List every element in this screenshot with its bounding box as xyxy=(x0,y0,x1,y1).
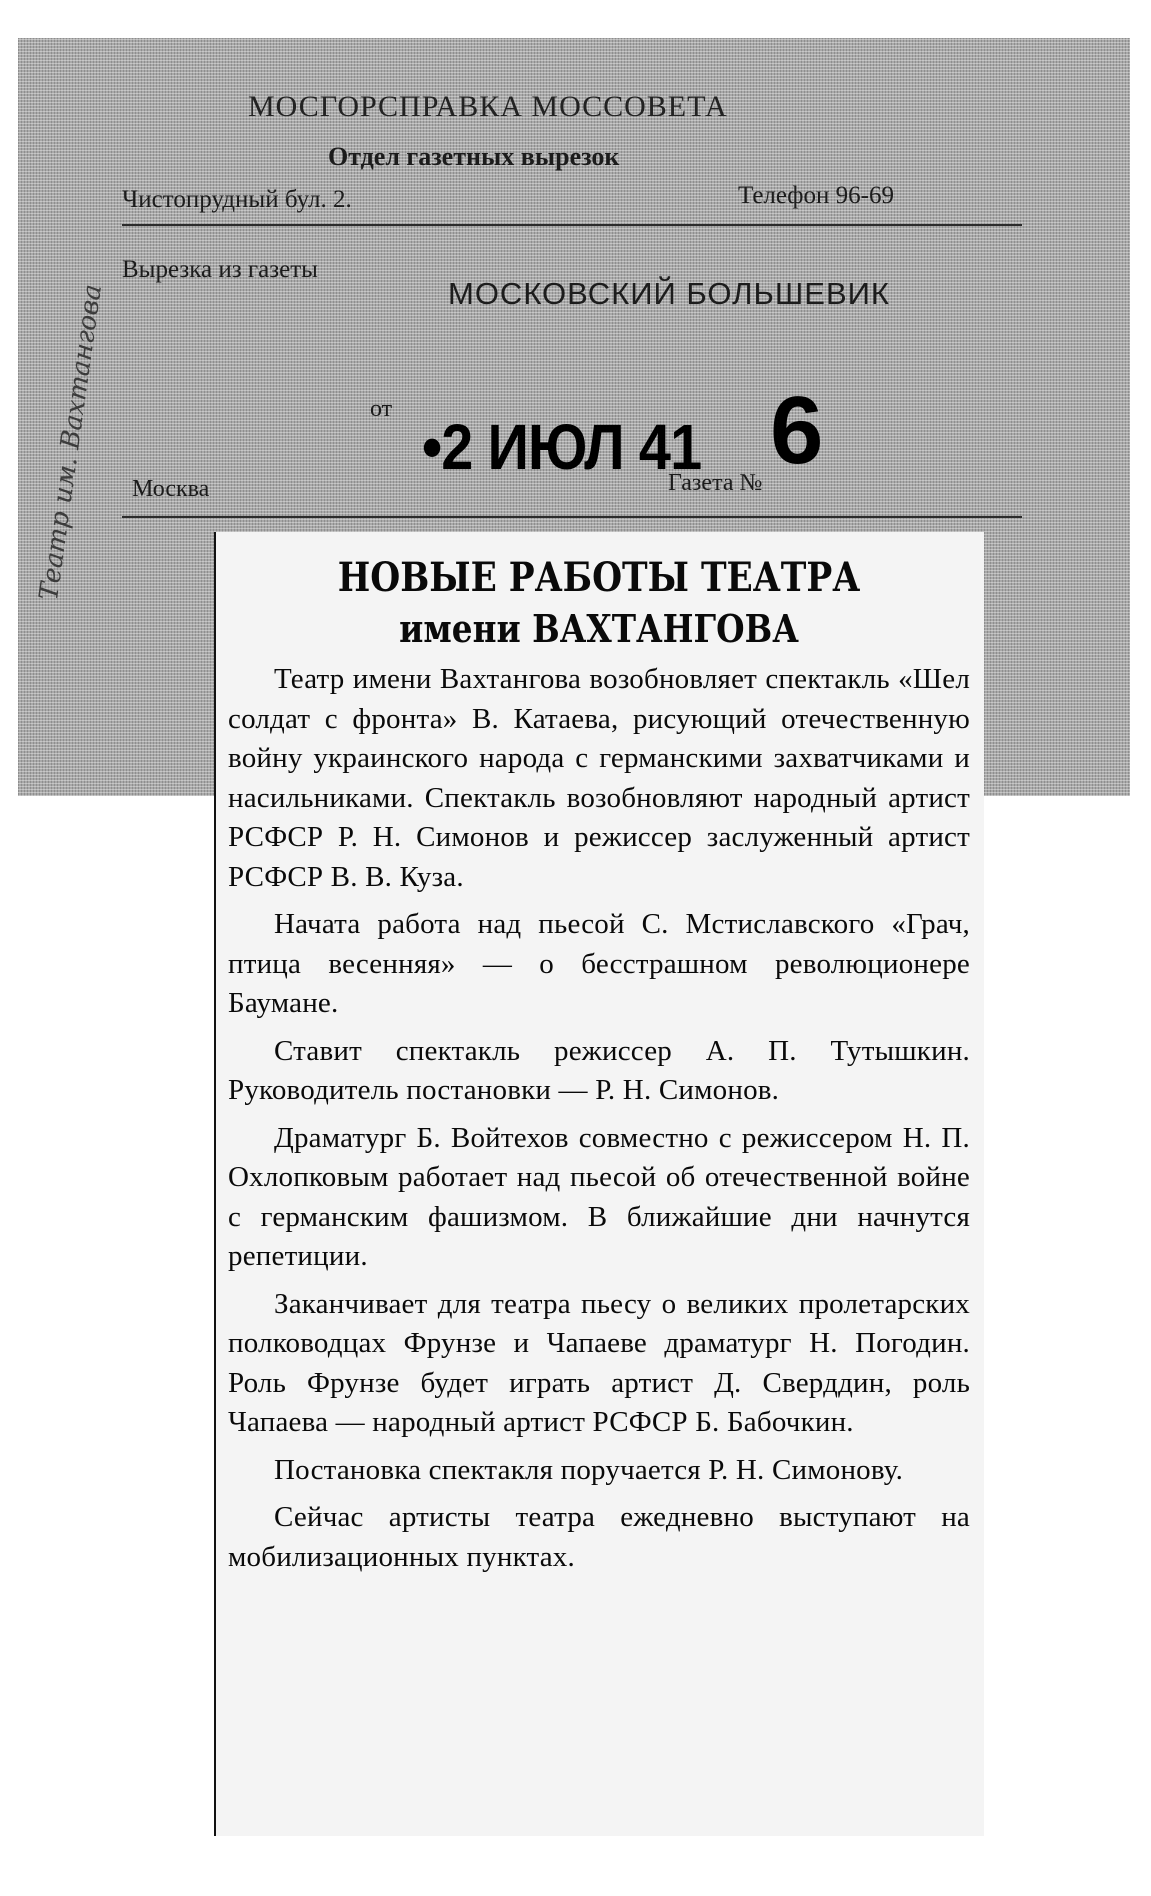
newspaper-name: МОСКОВСКИЙ БОЛЬШЕВИК xyxy=(448,276,890,311)
issue-number-stamp: 6 xyxy=(770,377,824,484)
slip-divider-top xyxy=(122,224,1022,226)
bureau-phone: Телефон 96-69 xyxy=(738,182,894,209)
article-paragraph: Театр имени Вахтангова возобновляет спектакль «Шел солдат с фронта» В. Катаева, рисующий отечественную войну украинского народа с германскими захватчиками и насильниками. Спектакль возобновляют народный артист РСФСР Р. Н. Симонов и режиссер заслуженный артист РСФСР В. В. Куза. xyxy=(228,663,970,893)
slip-divider-bottom xyxy=(122,516,1022,518)
article-paragraph: Постановка спектакля поручается Р. Н. Симонову. xyxy=(274,1453,904,1486)
handwritten-margin-note: Театр им. Вахтангова xyxy=(34,282,109,603)
article-headline: НОВЫЕ РАБОТЫ ТЕАТРА xyxy=(337,554,861,601)
newspaper-clipping xyxy=(214,532,984,1836)
issue-label: Газета № xyxy=(668,470,763,496)
article-subheadline: имени ВАХТАНГОВА xyxy=(399,606,799,651)
article-paragraph: Ставит спектакль режиссер А. П. Тутышкин. Руководитель постановки — Р. Н. Симонов. xyxy=(228,1034,970,1106)
date-prefix: от xyxy=(370,396,393,422)
clipping-label: Вырезка из газеты xyxy=(122,256,318,283)
date-stamp: •2 ИЮЛ 41 xyxy=(422,411,702,483)
organization-name: МОСГОРСПРАВКА МОССОВЕТА xyxy=(248,90,728,123)
article-paragraph: Сейчас артисты театра ежедневно выступают на мобилизационных пунктах. xyxy=(228,1501,970,1573)
article-paragraph: Заканчивает для театра пьесу о великих пролетарских полководцах Фрунзе и Чапаеве драматург Н. Погодин. Роль Фрунзе будет играть артист Д. Сверддин, роль Чапаева — народный артист РСФСР Б. Бабочкин. xyxy=(228,1287,970,1438)
city-label: Москва xyxy=(132,476,210,502)
department-name: Отдел газетных вырезок xyxy=(328,142,620,171)
article-paragraph: Начата работа над пьесой С. Мстиславского «Грач, птица весенняя» — о бесстрашном революционере Баумане. xyxy=(228,908,970,1019)
article-paragraph: Драматург Б. Войтехов совместно с режиссером Н. П. Охлопковым работает над пьесой об отечественной войне с германским фашизмом. В ближайшие дни начнутся репетиции. xyxy=(228,1121,970,1272)
bureau-address: Чистопрудный бул. 2. xyxy=(122,186,352,213)
